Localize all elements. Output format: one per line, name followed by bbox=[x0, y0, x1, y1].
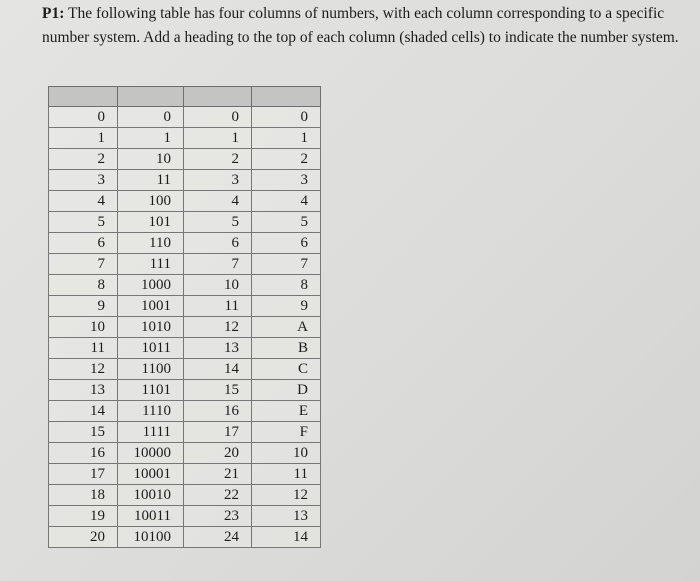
table-cell: 2 bbox=[252, 149, 321, 170]
table-cell: 11 bbox=[49, 338, 118, 359]
table-cell: 1110 bbox=[118, 401, 184, 422]
table-cell: 13 bbox=[184, 338, 252, 359]
table-cell: 4 bbox=[184, 191, 252, 212]
table-cell: A bbox=[252, 317, 321, 338]
table-row bbox=[49, 191, 321, 212]
table-row bbox=[49, 317, 321, 338]
table-cell: 100 bbox=[118, 191, 184, 212]
table-cell: 21 bbox=[184, 464, 252, 485]
table-header bbox=[49, 87, 321, 107]
table-cell: 0 bbox=[49, 107, 118, 128]
table-row bbox=[49, 464, 321, 485]
table-row bbox=[49, 275, 321, 296]
table-cell: 6 bbox=[252, 233, 321, 254]
table-cell: 22 bbox=[184, 485, 252, 506]
table-cell: 2 bbox=[184, 149, 252, 170]
table-cell: 11 bbox=[252, 464, 321, 485]
table-cell: 3 bbox=[49, 170, 118, 191]
table-cell: 18 bbox=[49, 485, 118, 506]
table-row bbox=[49, 485, 321, 506]
table-cell: 14 bbox=[184, 359, 252, 380]
table-cell: 1010 bbox=[118, 317, 184, 338]
table-cell: 10011 bbox=[118, 506, 184, 527]
table-cell: 14 bbox=[252, 527, 321, 548]
table-cell: 15 bbox=[184, 380, 252, 401]
table-row bbox=[49, 359, 321, 380]
table-cell: 3 bbox=[184, 170, 252, 191]
table-row bbox=[49, 527, 321, 548]
table-cell: 20 bbox=[49, 527, 118, 548]
number-systems-table bbox=[48, 86, 321, 548]
problem-text: The following table has four columns of numbers, with each column corresponding to a specific number system. Add a heading to the top of each column (shaded cells) to indicate the number system. bbox=[42, 5, 679, 46]
table-cell: 0 bbox=[118, 107, 184, 128]
table-cell: 24 bbox=[184, 527, 252, 548]
table-cell: 111 bbox=[118, 254, 184, 275]
table-cell: 1000 bbox=[118, 275, 184, 296]
table-cell: 12 bbox=[184, 317, 252, 338]
table-row bbox=[49, 422, 321, 443]
table-row bbox=[49, 506, 321, 527]
table-row bbox=[49, 170, 321, 191]
table-cell: D bbox=[252, 380, 321, 401]
table-cell: 1 bbox=[49, 128, 118, 149]
table-row bbox=[49, 128, 321, 149]
column-heading-4[interactable] bbox=[252, 87, 321, 107]
table-cell: 17 bbox=[184, 422, 252, 443]
table-cell: 6 bbox=[49, 233, 118, 254]
table-cell: 17 bbox=[49, 464, 118, 485]
table-cell: 16 bbox=[49, 443, 118, 464]
table-cell: 10 bbox=[118, 149, 184, 170]
table-cell: 7 bbox=[184, 254, 252, 275]
table-cell: 5 bbox=[252, 212, 321, 233]
table-cell: 1 bbox=[184, 128, 252, 149]
table-cell: 2 bbox=[49, 149, 118, 170]
table-row bbox=[49, 254, 321, 275]
table-body bbox=[49, 107, 321, 548]
table-cell: 7 bbox=[49, 254, 118, 275]
header-row bbox=[49, 87, 321, 107]
table-cell: 20 bbox=[184, 443, 252, 464]
table-cell: 10010 bbox=[118, 485, 184, 506]
table-cell: 1001 bbox=[118, 296, 184, 317]
table-cell: 10 bbox=[184, 275, 252, 296]
table-cell: C bbox=[252, 359, 321, 380]
table-row bbox=[49, 401, 321, 422]
table-cell: 19 bbox=[49, 506, 118, 527]
table-cell: 0 bbox=[252, 107, 321, 128]
table-cell: 3 bbox=[252, 170, 321, 191]
table-cell: 9 bbox=[252, 296, 321, 317]
table-row bbox=[49, 443, 321, 464]
table-cell: 11 bbox=[184, 296, 252, 317]
table-cell: 15 bbox=[49, 422, 118, 443]
table-row bbox=[49, 233, 321, 254]
table-cell: 10 bbox=[49, 317, 118, 338]
table-row bbox=[49, 380, 321, 401]
table-row bbox=[49, 296, 321, 317]
table-row bbox=[49, 338, 321, 359]
table-cell: 1011 bbox=[118, 338, 184, 359]
table-cell: E bbox=[252, 401, 321, 422]
table-cell: B bbox=[252, 338, 321, 359]
table-row bbox=[49, 149, 321, 170]
table-cell: 13 bbox=[252, 506, 321, 527]
table-cell: 1 bbox=[252, 128, 321, 149]
column-heading-1[interactable] bbox=[49, 87, 118, 107]
table-cell: 8 bbox=[252, 275, 321, 296]
column-heading-2[interactable] bbox=[118, 87, 184, 107]
table-cell: 101 bbox=[118, 212, 184, 233]
problem-number: P1: bbox=[42, 5, 65, 22]
table-cell: 7 bbox=[252, 254, 321, 275]
table-cell: 12 bbox=[49, 359, 118, 380]
table-cell: 110 bbox=[118, 233, 184, 254]
table-cell: 5 bbox=[184, 212, 252, 233]
table-cell: 11 bbox=[118, 170, 184, 191]
table-cell: 23 bbox=[184, 506, 252, 527]
table-cell: 1 bbox=[118, 128, 184, 149]
table-cell: 10001 bbox=[118, 464, 184, 485]
table-cell: 8 bbox=[49, 275, 118, 296]
table-cell: 12 bbox=[252, 485, 321, 506]
table-cell: 1101 bbox=[118, 380, 184, 401]
table-cell: 0 bbox=[184, 107, 252, 128]
table-cell: 6 bbox=[184, 233, 252, 254]
table-cell: F bbox=[252, 422, 321, 443]
column-heading-3[interactable] bbox=[184, 87, 252, 107]
table-cell: 4 bbox=[49, 191, 118, 212]
table-cell: 10000 bbox=[118, 443, 184, 464]
table-cell: 10100 bbox=[118, 527, 184, 548]
table-cell: 13 bbox=[49, 380, 118, 401]
table-row bbox=[49, 107, 321, 128]
table-cell: 16 bbox=[184, 401, 252, 422]
table-cell: 14 bbox=[49, 401, 118, 422]
table-cell: 1111 bbox=[118, 422, 184, 443]
table-cell: 4 bbox=[252, 191, 321, 212]
problem-statement bbox=[42, 2, 694, 49]
table-row bbox=[49, 212, 321, 233]
table-cell: 5 bbox=[49, 212, 118, 233]
table-cell: 1100 bbox=[118, 359, 184, 380]
table-cell: 10 bbox=[252, 443, 321, 464]
table-cell: 9 bbox=[49, 296, 118, 317]
